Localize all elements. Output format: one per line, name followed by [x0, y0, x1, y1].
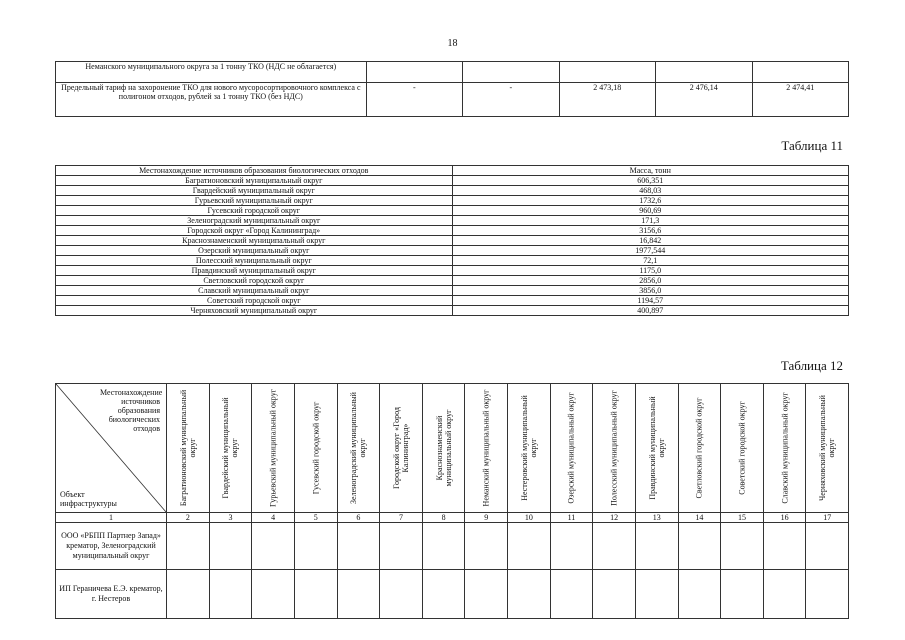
- table-cell: Неманского муниципального округа за 1 тонну ТКО (НДС не облагается): [56, 62, 367, 83]
- column-header: [380, 384, 423, 513]
- diagonal-header-cell: [56, 384, 167, 513]
- table-row: [56, 176, 849, 186]
- column-header-location: Местонахождение источников образования биологических отходов: [56, 166, 453, 176]
- mass-cell: 1175,0: [452, 266, 848, 276]
- table-cell: [337, 570, 380, 619]
- table-row: [56, 276, 849, 286]
- table-cell: [167, 523, 210, 570]
- column-header: [550, 384, 593, 513]
- column-header-label: Зеленоградский муниципальный округ: [349, 392, 368, 504]
- location-cell: Гусевский городской округ: [56, 206, 453, 216]
- mass-cell: 16,842: [452, 236, 848, 246]
- table-cell: [593, 523, 636, 570]
- table-cell: [465, 570, 508, 619]
- column-header-label: Черняховский муниципальный округ: [818, 395, 837, 501]
- column-header-label: Советский городской округ: [737, 401, 747, 495]
- mass-cell: 2856,0: [452, 276, 848, 286]
- column-number-cell: 9: [465, 513, 508, 523]
- location-cell: Озерский муниципальный округ: [56, 246, 453, 256]
- table-row: [56, 216, 849, 226]
- column-number-cell: 13: [635, 513, 678, 523]
- column-header-label: Светловский городской округ: [694, 397, 704, 499]
- table-row: [56, 62, 849, 83]
- location-cell: Полесский муниципальный округ: [56, 256, 453, 266]
- infrastructure-object-cell: ИП Гераничева Е.Э. крематор, г. Нестеров: [56, 570, 167, 619]
- column-number-cell: 4: [252, 513, 295, 523]
- table-cell: [806, 523, 849, 570]
- column-number-cell: 11: [550, 513, 593, 523]
- table-cell: [656, 62, 752, 83]
- column-header-label: Гусевский городской округ: [311, 401, 321, 495]
- mass-cell: 1977,544: [452, 246, 848, 256]
- infrastructure-object-cell: ООО «РБПП Партнер Запад» крематор, Зеленоградский муниципальный округ: [56, 523, 167, 570]
- table-cell: [763, 523, 806, 570]
- table-cell: [635, 523, 678, 570]
- table-12-caption: Таблица 12: [780, 358, 843, 373]
- table-cell: [559, 62, 655, 83]
- corner-header-top: Местонахождение источников образования биологических отходов: [100, 388, 163, 433]
- table-row: [56, 266, 849, 276]
- table-11: [55, 165, 849, 316]
- table-11-caption: Таблица 11: [781, 138, 843, 153]
- mass-cell: 960,69: [452, 206, 848, 216]
- location-cell: Славский муниципальный округ: [56, 286, 453, 296]
- column-header: [252, 384, 295, 513]
- column-header: [593, 384, 636, 513]
- table-row: [56, 306, 849, 316]
- mass-cell: 1732,6: [452, 196, 848, 206]
- column-header: [806, 384, 849, 513]
- location-cell: Городской округ «Город Калининград»: [56, 226, 453, 236]
- column-header-label: Правдинский муниципальный округ: [647, 396, 666, 500]
- table-cell: 2 474,41: [752, 83, 849, 117]
- table-cell: -: [463, 83, 559, 117]
- table-cell: [380, 523, 423, 570]
- table-row: [56, 206, 849, 216]
- column-header-label: Озерский муниципальный округ: [566, 392, 576, 504]
- column-number-cell: 7: [380, 513, 423, 523]
- table-cell: 2 473,18: [559, 83, 655, 117]
- column-header: [678, 384, 721, 513]
- table-cell: [550, 523, 593, 570]
- location-cell: Краснознаменский муниципальный округ: [56, 236, 453, 246]
- table-cell: [721, 523, 764, 570]
- column-header-mass: Масса, тонн: [452, 166, 848, 176]
- table-row: [56, 296, 849, 306]
- table-row: [56, 256, 849, 266]
- mass-cell: 171,3: [452, 216, 848, 226]
- table-cell: [294, 570, 337, 619]
- table-cell: [752, 62, 849, 83]
- table-row: [56, 186, 849, 196]
- column-number-cell: 10: [508, 513, 551, 523]
- mass-cell: 1194,57: [452, 296, 848, 306]
- table-row: [56, 83, 849, 117]
- table-cell: [678, 523, 721, 570]
- location-cell: Гурьевский муниципальный округ: [56, 196, 453, 206]
- column-number-cell: 14: [678, 513, 721, 523]
- column-header: [508, 384, 551, 513]
- corner-header-bottom: Объект инфраструктуры: [60, 490, 117, 508]
- column-header: [465, 384, 508, 513]
- column-header: [635, 384, 678, 513]
- table-row: [56, 570, 849, 619]
- location-cell: Гвардейский муниципальный округ: [56, 186, 453, 196]
- column-header: [337, 384, 380, 513]
- column-number-cell: 15: [721, 513, 764, 523]
- column-number-cell: 1: [56, 513, 167, 523]
- column-number-cell: 17: [806, 513, 849, 523]
- table-cell: [465, 523, 508, 570]
- column-header-label: Нестеровский муниципальный округ: [519, 395, 538, 501]
- column-header-label: Багратионовский муниципальный округ: [178, 389, 197, 507]
- table-cell: [167, 570, 210, 619]
- page-number: 18: [447, 38, 458, 49]
- table-12: [55, 383, 849, 619]
- column-number-cell: 16: [763, 513, 806, 523]
- table-cell: Предельный тариф на захоронение ТКО для нового мусоросортировочного комплекса с полигоном отходов, рублей за 1 тонну ТКО (без НДС): [56, 83, 367, 117]
- mass-cell: 72,1: [452, 256, 848, 266]
- column-header-label: Гвардейский муниципальный округ: [221, 397, 240, 499]
- table-row: [56, 286, 849, 296]
- mass-cell: 3856,0: [452, 286, 848, 296]
- table-cell: [422, 523, 465, 570]
- tariff-table-fragment: [55, 61, 849, 117]
- table-row: [56, 523, 849, 570]
- location-cell: Правдинский муниципальный округ: [56, 266, 453, 276]
- column-header: [294, 384, 337, 513]
- table-cell: [678, 570, 721, 619]
- table-row: [56, 226, 849, 236]
- location-cell: Светловский городской округ: [56, 276, 453, 286]
- table-cell: [593, 570, 636, 619]
- column-number-row: [56, 513, 849, 523]
- table-cell: [635, 570, 678, 619]
- table-cell: [252, 570, 295, 619]
- mass-cell: 468,03: [452, 186, 848, 196]
- table-cell: [463, 62, 559, 83]
- table-header-row: [56, 384, 849, 513]
- table-cell: [366, 62, 462, 83]
- location-cell: Багратионовский муниципальный округ: [56, 176, 453, 186]
- column-header: [763, 384, 806, 513]
- mass-cell: 3156,6: [452, 226, 848, 236]
- table-cell: [422, 570, 465, 619]
- table-cell: [209, 570, 252, 619]
- column-number-cell: 5: [294, 513, 337, 523]
- column-header-label: Краснознаменский муниципальный округ: [434, 409, 453, 487]
- column-header-label: Славский муниципальный округ: [780, 392, 790, 504]
- location-cell: Зеленоградский муниципальный округ: [56, 216, 453, 226]
- table-cell: [508, 570, 551, 619]
- mass-cell: 606,351: [452, 176, 848, 186]
- column-header-label: Гурьевский муниципальный округ: [268, 389, 278, 507]
- table-cell: [550, 570, 593, 619]
- table-cell: [380, 570, 423, 619]
- table-cell: [806, 570, 849, 619]
- column-number-cell: 8: [422, 513, 465, 523]
- location-cell: Черняховский муниципальный округ: [56, 306, 453, 316]
- column-number-cell: 3: [209, 513, 252, 523]
- table-header-row: [56, 166, 849, 176]
- table-cell: 2 476,14: [656, 83, 752, 117]
- table-row: [56, 196, 849, 206]
- column-header: [721, 384, 764, 513]
- location-cell: Советский городской округ: [56, 296, 453, 306]
- table-cell: -: [366, 83, 462, 117]
- mass-cell: 400,897: [452, 306, 848, 316]
- table-cell: [337, 523, 380, 570]
- column-header: [209, 384, 252, 513]
- table-cell: [209, 523, 252, 570]
- column-number-cell: 6: [337, 513, 380, 523]
- table-row: [56, 236, 849, 246]
- column-header-label: Полесский муниципальный округ: [609, 390, 619, 506]
- column-header: [167, 384, 210, 513]
- table-row: [56, 246, 849, 256]
- table-cell: [721, 570, 764, 619]
- table-cell: [294, 523, 337, 570]
- column-number-cell: 2: [167, 513, 210, 523]
- table-cell: [508, 523, 551, 570]
- column-header-label: Городской округ «Город Калининград»: [391, 407, 410, 489]
- column-header: [422, 384, 465, 513]
- column-header-label: Неманский муниципальный округ: [481, 389, 491, 507]
- column-number-cell: 12: [593, 513, 636, 523]
- table-cell: [763, 570, 806, 619]
- table-cell: [252, 523, 295, 570]
